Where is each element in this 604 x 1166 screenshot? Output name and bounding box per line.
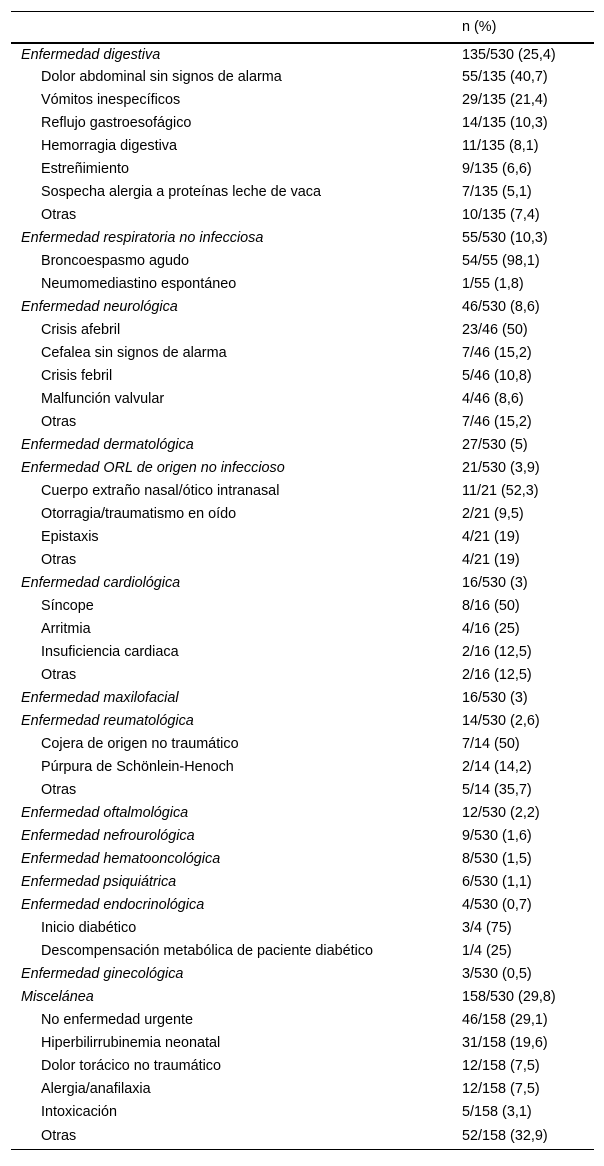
subcategory-name: Otras bbox=[41, 782, 77, 798]
subcategory-row bbox=[11, 342, 594, 365]
category-name: Enfermedad maxilofacial bbox=[21, 690, 179, 706]
subcategory-row bbox=[11, 135, 594, 158]
subcategory-name: Otras bbox=[41, 552, 77, 568]
category-value: 27/530 (5) bbox=[462, 437, 528, 453]
category-value: 21/530 (3,9) bbox=[462, 460, 540, 476]
subcategory-row bbox=[11, 1009, 594, 1032]
subcategory-row bbox=[11, 1124, 594, 1149]
subcategory-name: Otorragia/traumatismo en oído bbox=[41, 506, 237, 522]
subcategory-name: No enfermedad urgente bbox=[41, 1012, 194, 1028]
category-name: Enfermedad ORL de origen no infeccioso bbox=[21, 460, 285, 476]
category-name: Enfermedad dermatológica bbox=[21, 437, 194, 453]
category-value: 8/530 (1,5) bbox=[462, 851, 532, 867]
subcategory-row bbox=[11, 158, 594, 181]
subcategory-name: Inicio diabético bbox=[41, 920, 137, 936]
subcategory-row bbox=[11, 595, 594, 618]
subcategory-value: 23/46 (50) bbox=[462, 322, 528, 338]
subcategory-value: 11/135 (8,1) bbox=[462, 138, 539, 154]
subcategory-row bbox=[11, 1055, 594, 1078]
category-row bbox=[11, 434, 594, 457]
subcategory-value: 1/4 (25) bbox=[462, 943, 512, 959]
subcategory-name: Sospecha alergia a proteínas leche de vaca bbox=[41, 184, 322, 200]
subcategory-row bbox=[11, 940, 594, 963]
header-row bbox=[11, 12, 594, 44]
category-name: Enfermedad cardiológica bbox=[21, 575, 181, 591]
category-row bbox=[11, 227, 594, 250]
category-value: 9/530 (1,6) bbox=[462, 828, 532, 844]
category-row bbox=[11, 802, 594, 825]
subcategory-name: Hemorragia digestiva bbox=[41, 138, 177, 154]
subcategory-name: Alergia/anafilaxia bbox=[41, 1081, 151, 1097]
subcategory-row bbox=[11, 204, 594, 227]
subcategory-name: Cojera de origen no traumático bbox=[41, 736, 239, 752]
subcategory-name: Reflujo gastroesofágico bbox=[41, 115, 192, 131]
category-name: Enfermedad endocrinológica bbox=[21, 897, 205, 913]
subcategory-value: 31/158 (19,6) bbox=[462, 1035, 548, 1051]
category-value: 46/530 (8,6) bbox=[462, 299, 540, 315]
category-name: Enfermedad oftalmológica bbox=[21, 805, 189, 821]
subcategory-name: Dolor torácico no traumático bbox=[41, 1058, 221, 1074]
subcategory-name: Dolor abdominal sin signos de alarma bbox=[41, 69, 282, 85]
subcategory-value: 1/55 (1,8) bbox=[462, 276, 524, 292]
subcategory-value: 3/4 (75) bbox=[462, 920, 512, 936]
category-row bbox=[11, 848, 594, 871]
subcategory-row bbox=[11, 618, 594, 641]
category-name: Enfermedad neurológica bbox=[21, 299, 178, 315]
table-header bbox=[11, 12, 594, 44]
subcategory-value: 5/14 (35,7) bbox=[462, 782, 532, 798]
subcategory-row bbox=[11, 733, 594, 756]
category-row bbox=[11, 894, 594, 917]
subcategory-name: Cuerpo extraño nasal/ótico intranasal bbox=[41, 483, 280, 499]
category-value: 14/530 (2,6) bbox=[462, 713, 540, 729]
category-row bbox=[11, 825, 594, 848]
subcategory-value: 7/14 (50) bbox=[462, 736, 520, 752]
category-row bbox=[11, 296, 594, 319]
subcategory-name: Otras bbox=[41, 667, 77, 683]
category-value: 55/530 (10,3) bbox=[462, 230, 548, 246]
category-value: 6/530 (1,1) bbox=[462, 874, 532, 890]
subcategory-name: Neumomediastino espontáneo bbox=[41, 276, 237, 292]
category-row bbox=[11, 43, 594, 66]
subcategory-value: 10/135 (7,4) bbox=[462, 207, 540, 223]
subcategory-value: 4/16 (25) bbox=[462, 621, 520, 637]
category-row bbox=[11, 687, 594, 710]
subcategory-name: Otras bbox=[41, 1127, 77, 1144]
header-category bbox=[11, 12, 462, 44]
subcategory-name: Crisis febril bbox=[41, 368, 113, 384]
subcategory-name: Hiperbilirrubinemia neonatal bbox=[41, 1035, 221, 1051]
subcategory-value: 5/46 (10,8) bbox=[462, 368, 532, 384]
category-name: Enfermedad digestiva bbox=[21, 46, 161, 63]
subcategory-name: Otras bbox=[41, 207, 77, 223]
subcategory-name: Púrpura de Schönlein-Henoch bbox=[41, 759, 234, 775]
category-name: Enfermedad psiquiátrica bbox=[21, 874, 177, 890]
subcategory-name: Crisis afebril bbox=[41, 322, 121, 338]
subcategory-value: 4/21 (19) bbox=[462, 529, 520, 545]
category-row bbox=[11, 986, 594, 1009]
subcategory-row bbox=[11, 641, 594, 664]
subcategory-name: Estreñimiento bbox=[41, 161, 129, 177]
diagnosis-table bbox=[11, 11, 594, 1150]
category-name: Miscelánea bbox=[21, 989, 94, 1005]
data-table-container bbox=[11, 11, 594, 1150]
subcategory-name: Broncoespasmo agudo bbox=[41, 253, 190, 269]
subcategory-row bbox=[11, 549, 594, 572]
category-value: 16/530 (3) bbox=[462, 575, 528, 591]
category-row bbox=[11, 871, 594, 894]
subcategory-name: Vómitos inespecíficos bbox=[41, 92, 181, 108]
subcategory-row bbox=[11, 917, 594, 940]
subcategory-row bbox=[11, 388, 594, 411]
table-body bbox=[11, 43, 594, 1149]
category-name: Enfermedad hematooncológica bbox=[21, 851, 221, 867]
subcategory-row bbox=[11, 526, 594, 549]
subcategory-row bbox=[11, 411, 594, 434]
subcategory-value: 14/135 (10,3) bbox=[462, 115, 548, 131]
category-value: 4/530 (0,7) bbox=[462, 897, 532, 913]
category-row bbox=[11, 572, 594, 595]
subcategory-value: 7/46 (15,2) bbox=[462, 414, 532, 430]
subcategory-row bbox=[11, 250, 594, 273]
subcategory-value: 12/158 (7,5) bbox=[462, 1081, 540, 1097]
subcategory-value: 4/46 (8,6) bbox=[462, 391, 524, 407]
subcategory-name: Malfunción valvular bbox=[41, 391, 165, 407]
subcategory-row bbox=[11, 1032, 594, 1055]
subcategory-value: 2/21 (9,5) bbox=[462, 506, 524, 522]
subcategory-value: 2/16 (12,5) bbox=[462, 644, 532, 660]
subcategory-name: Síncope bbox=[41, 598, 94, 614]
subcategory-value: 11/21 (52,3) bbox=[462, 483, 539, 499]
subcategory-value: 2/16 (12,5) bbox=[462, 667, 532, 683]
subcategory-value: 5/158 (3,1) bbox=[462, 1104, 532, 1120]
subcategory-row bbox=[11, 756, 594, 779]
subcategory-row bbox=[11, 1101, 594, 1124]
subcategory-name: Cefalea sin signos de alarma bbox=[41, 345, 227, 361]
subcategory-value: 54/55 (98,1) bbox=[462, 253, 540, 269]
subcategory-value: 55/135 (40,7) bbox=[462, 69, 548, 85]
subcategory-row bbox=[11, 89, 594, 112]
subcategory-row bbox=[11, 181, 594, 204]
subcategory-row bbox=[11, 66, 594, 89]
subcategory-value: 4/21 (19) bbox=[462, 552, 520, 568]
category-value: 135/530 (25,4) bbox=[462, 46, 556, 63]
subcategory-name: Intoxicación bbox=[41, 1104, 117, 1120]
subcategory-value: 12/158 (7,5) bbox=[462, 1058, 540, 1074]
category-value: 158/530 (29,8) bbox=[462, 989, 556, 1005]
subcategory-row bbox=[11, 480, 594, 503]
subcategory-value: 8/16 (50) bbox=[462, 598, 520, 614]
subcategory-value: 29/135 (21,4) bbox=[462, 92, 548, 108]
subcategory-value: 7/135 (5,1) bbox=[462, 184, 532, 200]
category-name: Enfermedad reumatológica bbox=[21, 713, 194, 729]
subcategory-row bbox=[11, 112, 594, 135]
subcategory-row bbox=[11, 319, 594, 342]
subcategory-name: Epistaxis bbox=[41, 529, 99, 545]
subcategory-name: Arritmia bbox=[41, 621, 91, 637]
subcategory-value: 2/14 (14,2) bbox=[462, 759, 532, 775]
header-n-percent: n (%) bbox=[462, 18, 497, 35]
subcategory-row bbox=[11, 503, 594, 526]
subcategory-row bbox=[11, 273, 594, 296]
category-value: 12/530 (2,2) bbox=[462, 805, 540, 821]
subcategory-row bbox=[11, 365, 594, 388]
subcategory-row bbox=[11, 1078, 594, 1101]
category-value: 3/530 (0,5) bbox=[462, 966, 532, 982]
category-row bbox=[11, 963, 594, 986]
subcategory-value: 7/46 (15,2) bbox=[462, 345, 532, 361]
category-name: Enfermedad ginecológica bbox=[21, 966, 184, 982]
subcategory-row bbox=[11, 779, 594, 802]
category-value: 16/530 (3) bbox=[462, 690, 528, 706]
category-name: Enfermedad respiratoria no infecciosa bbox=[21, 230, 264, 246]
subcategory-value: 9/135 (6,6) bbox=[462, 161, 532, 177]
category-row bbox=[11, 710, 594, 733]
subcategory-row bbox=[11, 664, 594, 687]
subcategory-name: Insuficiencia cardiaca bbox=[41, 644, 179, 660]
subcategory-value: 46/158 (29,1) bbox=[462, 1012, 548, 1028]
subcategory-value: 52/158 (32,9) bbox=[462, 1127, 548, 1144]
category-name: Enfermedad nefrourológica bbox=[21, 828, 195, 844]
subcategory-name: Descompensación metabólica de paciente diabético bbox=[41, 943, 373, 959]
subcategory-name: Otras bbox=[41, 414, 77, 430]
category-row bbox=[11, 457, 594, 480]
